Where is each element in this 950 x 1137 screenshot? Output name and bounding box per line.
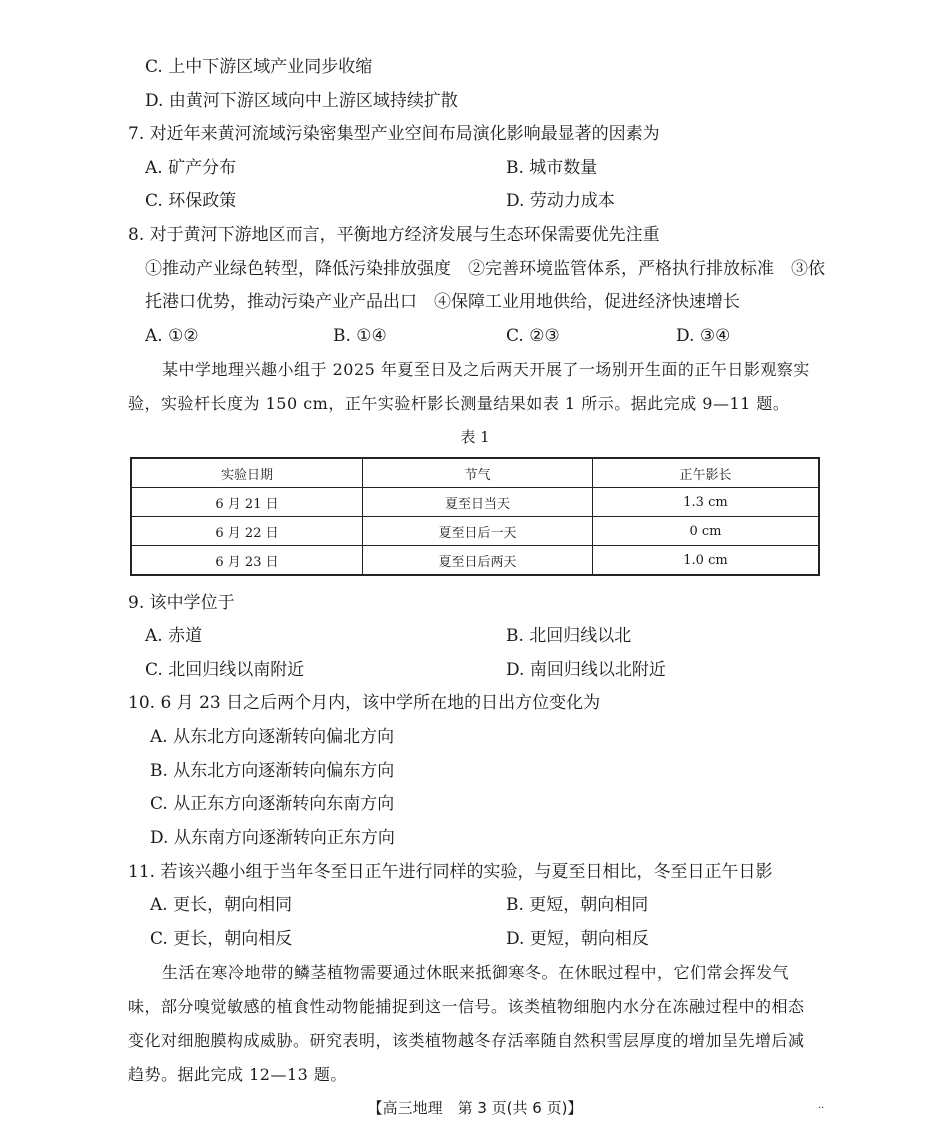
passage2-line2: 味，部分嗅觉敏感的植食性动物能捕捉到这一信号。该类植物细胞内水分在冻融过程中的相态 xyxy=(128,997,805,1016)
q8-option-a: A. ①② xyxy=(145,326,199,346)
table-cell: 1.0 cm xyxy=(593,546,820,576)
q10-stem: 10. 6 月 23 日之后两个月内，该中学所在地的日出方位变化为 xyxy=(128,693,601,713)
table-cell: 夏至日当天 xyxy=(363,488,593,517)
table1-caption: 表 1 xyxy=(460,428,490,446)
q8-stem: 8. 对于黄河下游地区而言，平衡地方经济发展与生态环保需要优先注重 xyxy=(128,225,660,245)
q8-option-b: B. ①④ xyxy=(333,326,387,346)
q11-option-a: A. 更长，朝向相同 xyxy=(150,895,293,915)
q10-option-b: B. 从东北方向逐渐转向偏东方向 xyxy=(150,761,395,781)
passage2-line3: 变化对细胞膜构成威胁。研究表明，该类植物越冬存活率随自然积雪层厚度的增加呈先增后减 xyxy=(128,1031,805,1050)
table-cell: 6 月 21 日 xyxy=(131,488,363,517)
q9-option-c: C. 北回归线以南附近 xyxy=(145,660,305,680)
q9-stem: 9. 该中学位于 xyxy=(128,593,235,613)
table-header-row xyxy=(131,458,819,488)
footer-dots: .. xyxy=(818,1100,825,1111)
q10-option-a: A. 从东北方向逐渐转向偏北方向 xyxy=(150,727,395,747)
q11-option-c: C. 更长，朝向相反 xyxy=(150,929,293,949)
table1 xyxy=(130,457,820,576)
table-cell: 夏至日后一天 xyxy=(363,517,593,546)
passage1-line2: 验，实验杆长度为 150 cm，正午实验杆影长测量结果如表 1 所示。据此完成 9—11 题。 xyxy=(128,394,790,413)
passage1-line1: 某中学地理兴趣小组于 2025 年夏至日及之后两天开展了一场别开生面的正午日影观察实 xyxy=(162,360,810,379)
table-cell: 1.3 cm xyxy=(593,488,820,517)
q7-option-c: C. 环保政策 xyxy=(145,191,237,211)
q8-option-d: D. ③④ xyxy=(676,326,731,346)
q10-option-d: D. 从东南方向逐渐转向正东方向 xyxy=(150,828,395,848)
q7-option-a: A. 矿产分布 xyxy=(145,158,237,178)
table-cell: 6 月 23 日 xyxy=(131,546,363,576)
page-footer: 【高三地理 第 3 页(共 6 页)】 xyxy=(367,1099,583,1117)
q11-stem: 11. 若该兴趣小组于当年冬至日正午进行同样的实验，与夏至日相比，冬至日正午日影 xyxy=(128,862,773,882)
passage2-line4: 趋势。据此完成 12—13 题。 xyxy=(128,1065,347,1084)
table-row xyxy=(131,517,819,546)
passage2-line1: 生活在寒冷地带的鳞茎植物需要通过休眠来抵御寒冬。在休眠过程中，它们常会挥发气 xyxy=(162,963,790,982)
q8-items-line2: 托港口优势，推动污染产业产品出口 ④保障工业用地供给，促进经济快速增长 xyxy=(145,292,740,312)
table-header-date: 实验日期 xyxy=(131,458,363,488)
table-row xyxy=(131,488,819,517)
table-cell: 6 月 22 日 xyxy=(131,517,363,546)
table-cell: 0 cm xyxy=(593,517,820,546)
table-header-shadow: 正午影长 xyxy=(593,458,820,488)
table-cell: 夏至日后两天 xyxy=(363,546,593,576)
q11-option-d: D. 更短，朝向相反 xyxy=(506,929,649,949)
q7-stem: 7. 对近年来黄河流域污染密集型产业空间布局演化影响最显著的因素为 xyxy=(128,124,660,144)
table-row xyxy=(131,546,819,576)
q9-option-d: D. 南回归线以北附近 xyxy=(506,660,666,680)
q11-option-b: B. 更短，朝向相同 xyxy=(506,895,649,915)
q10-option-c: C. 从正东方向逐渐转向东南方向 xyxy=(150,794,395,814)
q7-option-d: D. 劳动力成本 xyxy=(506,191,615,211)
q9-option-a: A. 赤道 xyxy=(145,626,203,646)
q6-option-d: D. 由黄河下游区域向中上游区域持续扩散 xyxy=(145,91,458,111)
table-header-solar-term: 节气 xyxy=(363,458,593,488)
q6-option-c: C. 上中下游区域产业同步收缩 xyxy=(145,57,373,77)
q8-items-line1: ①推动产业绿色转型，降低污染排放强度 ②完善环境监管体系，严格执行排放标准 ③依 xyxy=(145,259,825,279)
q7-option-b: B. 城市数量 xyxy=(506,158,598,178)
q8-option-c: C. ②③ xyxy=(506,326,560,346)
q9-option-b: B. 北回归线以北 xyxy=(506,626,632,646)
